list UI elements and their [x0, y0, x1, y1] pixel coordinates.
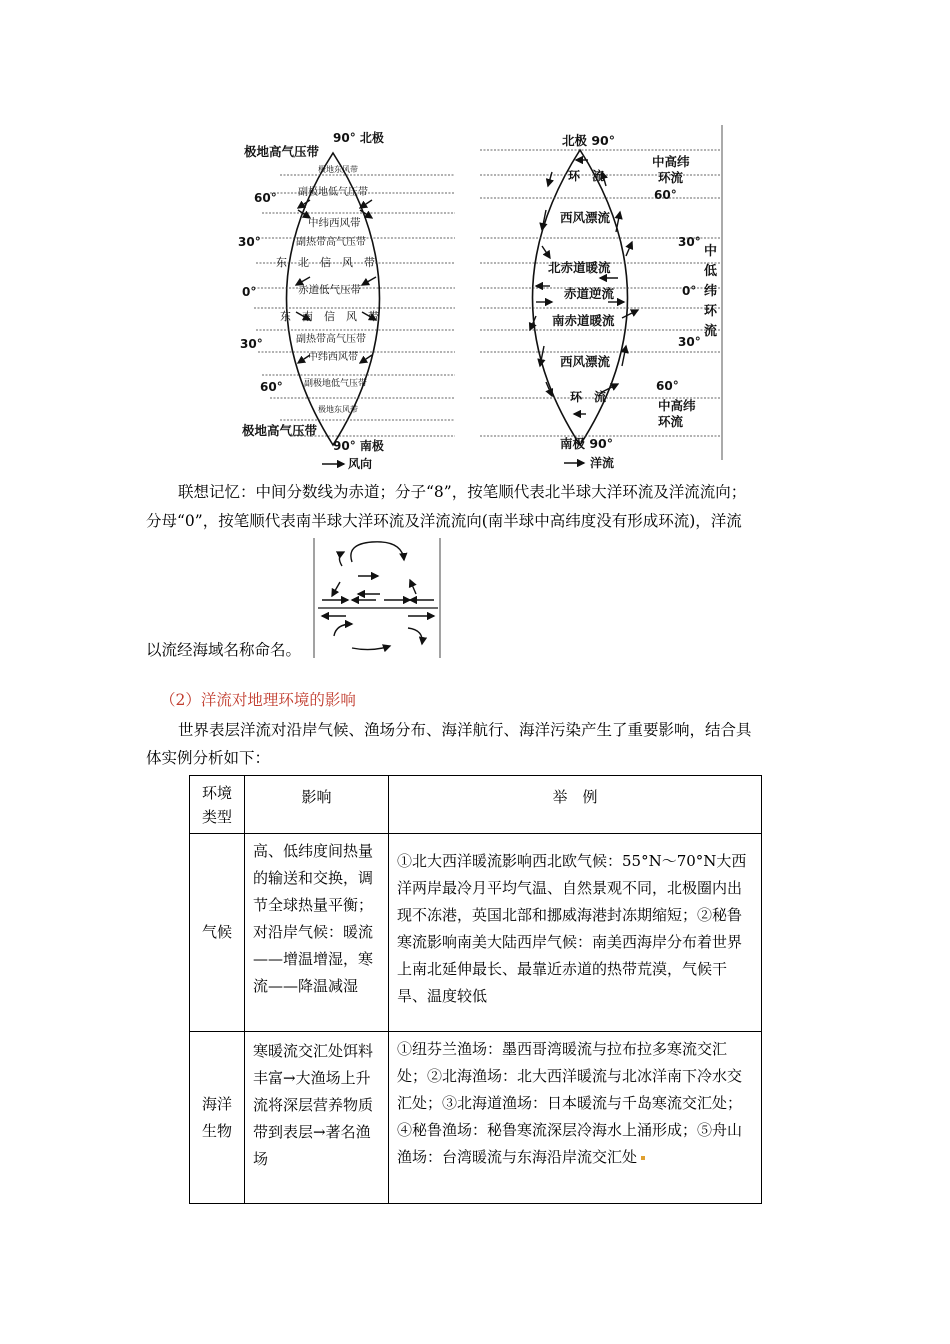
right-legend: 洋流 — [590, 456, 615, 470]
side-char: 中 — [704, 244, 718, 259]
band-label: 极地东风带 — [318, 165, 358, 174]
memory-figure — [312, 536, 444, 660]
band-label: 东 北 信 风 带 — [276, 256, 375, 269]
row-effect: 寒暖流交汇处饵料丰富→大渔场上升流将深层营养物质带到表层→著名渔场 — [245, 1032, 389, 1204]
lat-label: 60° — [254, 191, 277, 205]
intro-line-2: 体实例分析如下： — [146, 749, 271, 767]
header-type: 环境类型 — [190, 776, 245, 834]
side-label: 中高纬 — [652, 154, 690, 169]
current-label: 环 流 — [570, 390, 607, 404]
band-label: 极地东风带 — [318, 405, 358, 414]
left-bottom-belt: 极地高气压带 — [242, 423, 318, 438]
band-label: 赤道低气压带 — [298, 284, 361, 296]
lat-label: 30° — [240, 337, 263, 351]
memo-line-3: 以流经海域名称命名。 — [146, 641, 302, 659]
right-bottom-label: 南极 90° — [560, 436, 613, 451]
table-row — [190, 834, 762, 1032]
current-label: 赤道逆流 — [564, 286, 615, 301]
header-effect: 影响 — [245, 776, 389, 834]
intro-line-1: 世界表层洋流对沿岸气候、渔场分布、海洋航行、海洋污染产生了重要影响，结合具 — [178, 721, 752, 739]
side-char: 环 — [704, 304, 718, 319]
band-label: 中纬西风带 — [308, 217, 361, 229]
left-top-label: 90° 北极 — [333, 131, 384, 145]
current-label: 西风漂流 — [560, 210, 611, 225]
wind-belt-diagram — [238, 130, 455, 471]
lat-label: 30° — [238, 235, 261, 249]
side-label: 环流 — [658, 414, 684, 429]
left-bottom-label: 90° 南极 — [333, 439, 384, 453]
band-label: 东 南 信 风 带 — [280, 310, 379, 323]
header-example: 举 例 — [389, 776, 762, 834]
row-example: ①北大西洋暖流影响西北欧气候：55°N～70°N大西洋两岸最冷月平均气温、自然景观不同，北极圈内出现不冻港，英国北部和挪威海港封冻期缩短；②秘鲁寒流影响南美大陆西岸气候：南美西海岸分布着世界上南北延伸最长、最靠近赤道的热带荒漠，气候干旱、温度较低 — [389, 834, 762, 1032]
side-label: 60° — [656, 379, 679, 393]
row-type: 海洋生物 — [190, 1032, 245, 1204]
band-label: 副热带高气压带 — [296, 237, 366, 248]
left-top-belt: 极地高气压带 — [244, 144, 320, 159]
side-lat: 30° — [678, 235, 701, 249]
memo-line-2: 分母“0”，按笔顺代表南半球大洋环流及洋流流向(南半球中高纬度没有形成环流)，洋流 — [146, 512, 742, 530]
table-row — [190, 1032, 762, 1204]
side-lat: 30° — [678, 335, 701, 349]
side-char: 纬 — [704, 284, 718, 299]
lat-label: 60° — [260, 380, 283, 394]
wind-current-diagram — [230, 120, 730, 475]
table-header-row — [190, 776, 762, 834]
row-example: ①纽芬兰渔场：墨西哥湾暖流与拉布拉多寒流交汇处；②北海渔场：北大西洋暖流与北冰洋南下冷水交汇处；③北海道渔场：日本暖流与千岛寒流交汇处；④秘鲁渔场：秘鲁寒流深层冷海水上涌形成；⑤舟山渔场：台湾暖流与东海沿岸流交汇处 — [397, 1040, 743, 1166]
side-lat: 0° — [682, 284, 697, 298]
marker-dot — [641, 1156, 645, 1160]
section-heading: （2）洋流对地理环境的影响 — [160, 691, 356, 709]
row-example-cell — [389, 1032, 762, 1204]
row-effect: 高、低纬度间热量的输送和交换，调节全球热量平衡；对沿岸气候：暖流——增温增湿，寒流——降温减湿 — [245, 834, 389, 1032]
left-legend: 风向 — [348, 457, 373, 471]
band-label: 副极地低气压带 — [298, 187, 368, 198]
side-label: 环流 — [658, 170, 684, 185]
memo-line-1: 联想记忆：中间分数线为赤道；分子“8”，按笔顺代表北半球大洋环流及洋流流向； — [178, 483, 747, 501]
ocean-current-diagram — [480, 125, 722, 470]
row-type: 气候 — [190, 834, 245, 1032]
side-label: 60° — [654, 188, 677, 202]
side-label: 中高纬 — [658, 398, 696, 413]
band-label: 副极地低气压带 — [304, 379, 368, 389]
band-label: 中纬西风带 — [308, 352, 358, 363]
lat-label: 0° — [242, 285, 257, 299]
influence-table — [189, 775, 762, 1204]
current-label: 南赤道暖流 — [552, 313, 615, 328]
band-label: 副热带高气压带 — [296, 334, 366, 345]
current-label: 环 流 — [568, 169, 605, 183]
current-label: 北赤道暖流 — [548, 260, 611, 275]
current-label: 西风漂流 — [560, 354, 611, 369]
right-top-label: 北极 90° — [562, 133, 615, 148]
side-char: 流 — [704, 324, 718, 339]
side-char: 低 — [704, 264, 718, 279]
